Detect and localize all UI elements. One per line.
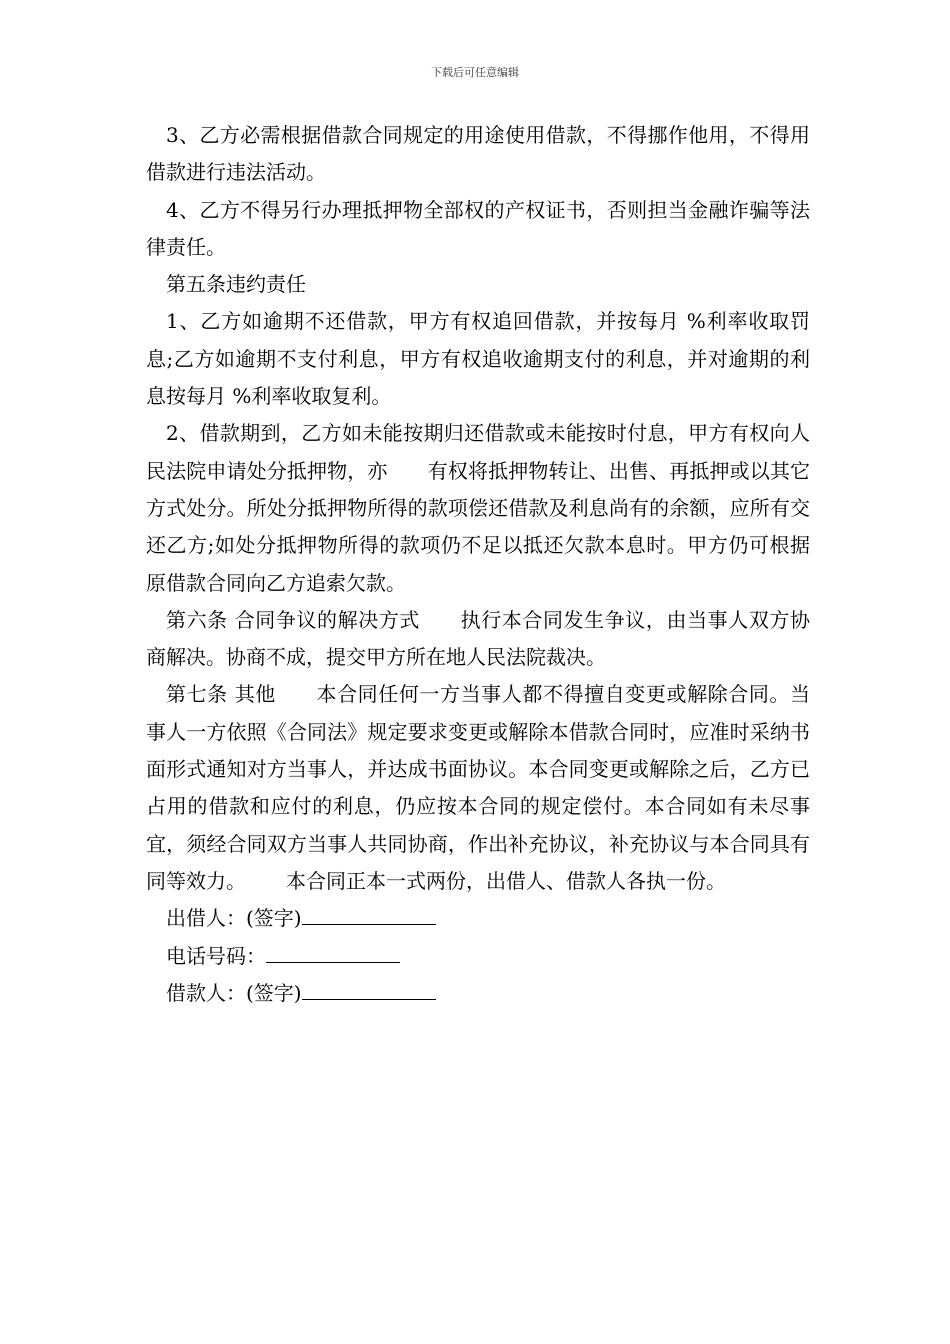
article-5-heading: 第五条违约责任 [166,272,306,297]
clause-3-paragraph: 3、乙方必需根据借款合同规定的用途使用借款，不得挪作他用，不得用借款进行违法活动。 [146,123,810,185]
phone-number-blank[interactable] [266,942,400,963]
page-header: 下载后可任意编辑 [431,66,519,79]
penalty-clause-2-paragraph [146,415,810,601]
penalty-clause-2-part-a: 2、借款期到，乙方如未能按期归还借款或未能按时付息，甲方有权向人民法院申请处分抵押物，亦 [146,421,810,483]
borrower-signature-line [146,975,810,1012]
borrower-signature-blank[interactable] [302,979,436,1000]
phone-number-label: 电话号码： [166,943,266,968]
borrower-signature-label: 借款人：(签字) [166,980,302,1005]
article-6-text: 执行本合同发生争议，由当事人双方协商解决。协商不成，提交甲方所在地人民法院裁决。 [146,607,811,670]
clause-4-paragraph: 4、乙方不得另行办理抵押物全部权的产权证书，否则担当金融诈骗等法律责任。 [146,197,810,259]
article-7-copies-text: 本合同正本一式两份，出借人、借款人各执一份。 [286,868,726,893]
lender-signature-blank[interactable] [302,904,436,925]
lender-signature-label: 出借人：(签字) [166,906,302,931]
article-7-paragraph [146,676,810,900]
phone-number-line [146,938,810,975]
article-6-heading: 第六条 合同争议的解决方式 [166,607,421,632]
article-7-text: 本合同任何一方当事人都不得擅自变更或解除合同。当事人一方依照《合同法》规定要求变更或解除本借款合同时，应准时采纳书面形式通知对方当事人，并达成书面协议。本合同变更或解除之后，乙方已占用的借款和应付的利息，仍应按本合同的规定偿付。本合同如有未尽事宜，须经合同双方当事人共同协商，作出补充协议，补充协议与本合同具有同等效力。 [146,682,811,893]
article-6-paragraph [146,602,810,677]
lender-signature-line [146,900,810,937]
penalty-clause-2-part-b: 有权将抵押物转让、出售、再抵押或以其它方式处分。所处分抵押物所得的款项偿还借款及利息尚有的余额，应所有交还乙方;如处分抵押物所得的款项仍不足以抵还欠款本息时。甲方仍可根据原借款合同向乙方追索欠款。 [146,458,811,595]
contract-body [146,117,810,1012]
article-7-heading: 第七条 其他 [166,682,276,707]
penalty-clause-1-paragraph: 1、乙方如逾期不还借款，甲方有权追回借款，并按每月 %利率收取罚息;乙方如逾期不支付利息，甲方有权追收逾期支付的利息，并对逾期的利息按每月 %利率收取复利。 [146,309,810,409]
